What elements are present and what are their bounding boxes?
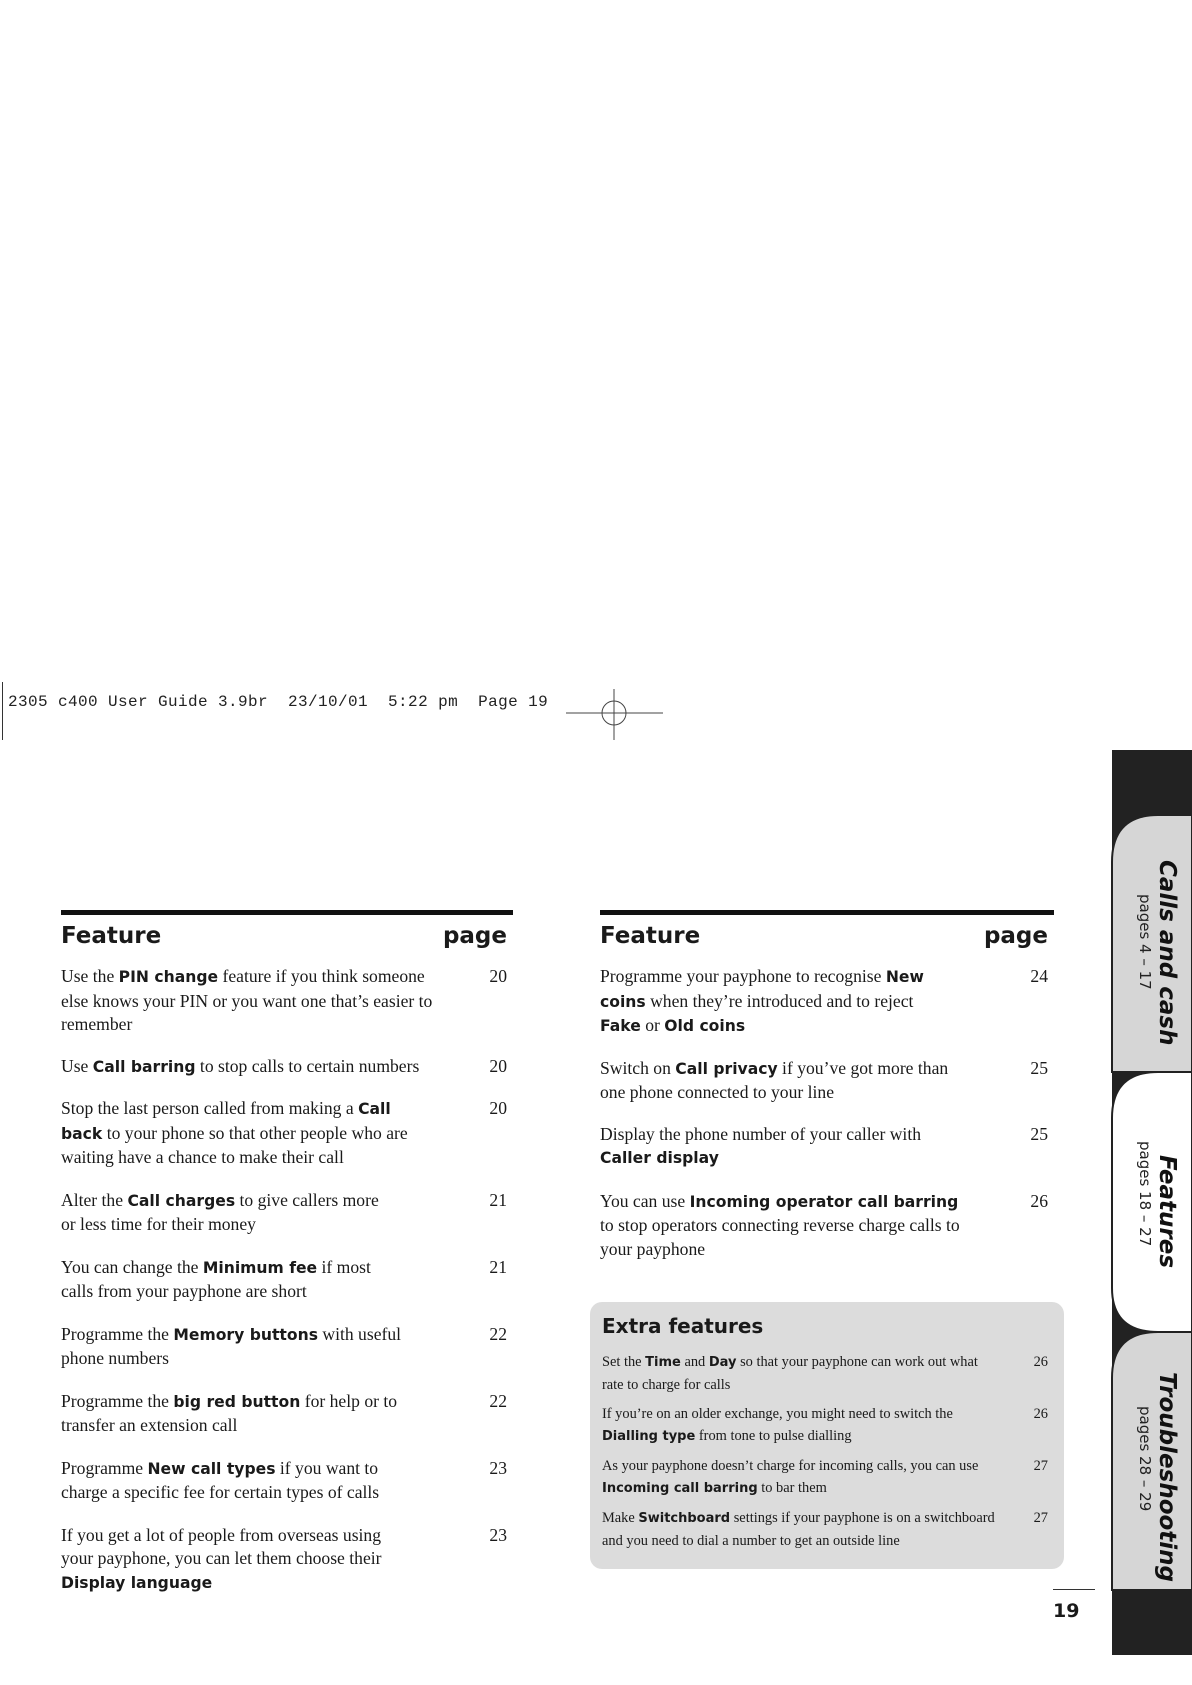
extra-feature-row: If you’re on an older exchange, you might need to switch the Dialling type from tone to pulse dialling 26 bbox=[602, 1403, 1048, 1448]
page-ref: 26 bbox=[1033, 1406, 1048, 1422]
page-ref: 20 bbox=[489, 1098, 507, 1118]
page-number: 19 bbox=[1053, 1600, 1080, 1622]
tab-troubleshooting-label[interactable]: Troubleshooting pages 28 – 29 bbox=[1136, 1372, 1180, 1583]
page-ref: 25 bbox=[1030, 1057, 1048, 1078]
feature-row: Stop the last person called from making a Call back to your phone so that other people who are waiting have a chance to make their call 20 bbox=[61, 1097, 513, 1170]
page-ref: 20 bbox=[489, 966, 507, 986]
tab-features-label[interactable]: Features pages 18 – 27 bbox=[1136, 1141, 1180, 1269]
feature-row: You can use Incoming operator call barring to stop operators connecting reverse charge calls to your payphone 26 bbox=[600, 1190, 1054, 1262]
extra-feature-row: Make Switchboard settings if your payphone is on a switchboard and you need to dial a number to get an outside line 27 bbox=[602, 1507, 1048, 1552]
feature-row: If you get a lot of people from overseas using your payphone, you can let them choose their Display language 23 bbox=[61, 1524, 513, 1596]
feature-row: Programme New call types if you want to charge a specific fee for certain types of calls 23 bbox=[61, 1457, 513, 1505]
feature-row: Programme the Memory buttons with useful phone numbers 22 bbox=[61, 1323, 513, 1371]
extra-feature-row: As your payphone doesn’t charge for incoming calls, you can use Incoming call barring to bar them 27 bbox=[602, 1455, 1048, 1500]
feature-row: Use the PIN change feature if you think someone else knows your PIN or you want one that’s easier to remember 20 bbox=[61, 965, 513, 1037]
feature-row: Use Call barring to stop calls to certain numbers 20 bbox=[61, 1055, 513, 1080]
page-heading: page bbox=[442, 923, 507, 949]
page-ref: 24 bbox=[1030, 966, 1048, 986]
page-ref: 26 bbox=[1030, 1190, 1048, 1211]
page-ref: 21 bbox=[489, 1256, 507, 1277]
feature-row: Switch on Call privacy if you’ve got more than one phone connected to your line 25 bbox=[600, 1057, 1054, 1105]
page-ref: 27 bbox=[1033, 1510, 1048, 1526]
feature-heading: Feature bbox=[61, 923, 162, 949]
printer-slug: 2305 c400 User Guide 3.9br 23/10/01 5:22 pm Page 19 bbox=[8, 693, 549, 711]
feature-heading: Feature bbox=[600, 923, 701, 949]
feature-row: Programme your payphone to recognise New coins when they’re introduced and to reject Fake or Old coins 24 bbox=[600, 965, 1054, 1039]
tab-calls-and-cash-label[interactable]: Calls and cash pages 4 – 17 bbox=[1136, 860, 1180, 1046]
page-heading: page bbox=[983, 923, 1048, 949]
feature-row: Programme the big red button for help or to transfer an extension call 22 bbox=[61, 1390, 513, 1438]
page-ref: 26 bbox=[1033, 1354, 1048, 1370]
page-ref: 23 bbox=[489, 1457, 507, 1478]
page-ref: 23 bbox=[489, 1524, 507, 1545]
page-ref: 27 bbox=[1033, 1458, 1048, 1474]
page-ref: 20 bbox=[489, 1055, 507, 1076]
page-ref: 21 bbox=[489, 1189, 507, 1210]
extra-feature-row: Set the Time and Day so that your payphone can work out what rate to charge for calls 26 bbox=[602, 1351, 1048, 1396]
feature-row: Display the phone number of your caller with Caller display 25 bbox=[600, 1123, 1054, 1171]
page-ref: 25 bbox=[1030, 1123, 1048, 1144]
feature-row: You can change the Minimum fee if most calls from your payphone are short 21 bbox=[61, 1256, 513, 1304]
extra-features-title: Extra features bbox=[602, 1314, 764, 1338]
feature-row: Alter the Call charges to give callers more or less time for their money 21 bbox=[61, 1189, 513, 1237]
page-ref: 22 bbox=[489, 1390, 507, 1411]
page-ref: 22 bbox=[489, 1323, 507, 1344]
